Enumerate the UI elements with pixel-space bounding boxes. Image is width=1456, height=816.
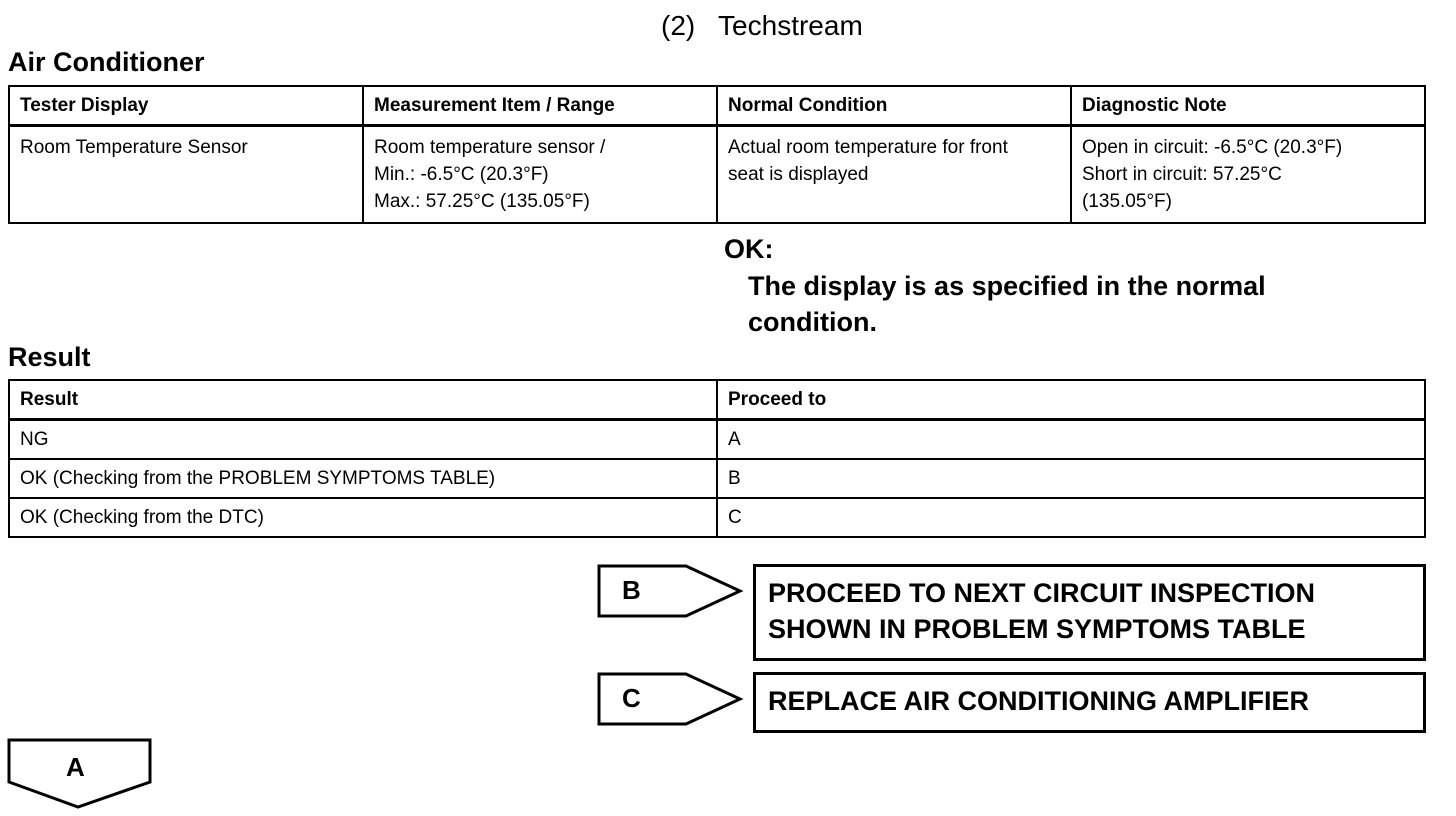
column-header: Diagnostic Note xyxy=(1071,86,1425,126)
column-header: Proceed to xyxy=(717,380,1425,420)
column-header: Normal Condition xyxy=(717,86,1071,126)
normal-condition-cell: Actual room temperature for front seat is displayed xyxy=(717,126,1071,224)
table-header-row xyxy=(9,380,1425,420)
arrow-c-icon xyxy=(596,671,746,727)
measurement-cell: Room temperature sensor / Min.: -6.5°C (20.3°F) Max.: 57.25°C (135.05°F) xyxy=(363,126,717,224)
table-row xyxy=(9,126,1425,224)
proceed-cell: C xyxy=(717,498,1425,537)
result-cell: OK (Checking from the PROBLEM SYMPTOMS TABLE) xyxy=(9,459,717,498)
result-table xyxy=(8,379,1426,538)
air-conditioner-heading: Air Conditioner xyxy=(8,47,205,77)
ok-condition-text: The display is as specified in the normal condition. xyxy=(748,271,1266,337)
table-row xyxy=(9,420,1425,460)
arrow-c-label: C xyxy=(622,683,641,713)
next-step-a-label: A xyxy=(66,752,85,782)
table-row xyxy=(9,459,1425,498)
air-conditioner-table xyxy=(8,85,1426,224)
column-header: Measurement Item / Range xyxy=(363,86,717,126)
ok-label: OK: xyxy=(724,234,774,264)
column-header: Result xyxy=(9,380,717,420)
proceed-cell: B xyxy=(717,459,1425,498)
action-box-c: REPLACE AIR CONDITIONING AMPLIFIER xyxy=(753,672,1426,733)
step-title: (2) Techstream xyxy=(661,10,863,41)
result-heading: Result xyxy=(8,342,91,372)
table-row xyxy=(9,498,1425,537)
arrow-b-label: B xyxy=(622,575,641,605)
action-box-b: PROCEED TO NEXT CIRCUIT INSPECTION SHOWN IN PROBLEM SYMPTOMS TABLE xyxy=(753,564,1426,661)
column-header: Tester Display xyxy=(9,86,363,126)
proceed-cell: A xyxy=(717,420,1425,460)
diagnostic-note-cell: Open in circuit: -6.5°C (20.3°F) Short in circuit: 57.25°C (135.05°F) xyxy=(1071,126,1425,224)
result-cell: NG xyxy=(9,420,717,460)
arrow-b-icon xyxy=(596,563,746,619)
tester-display-cell: Room Temperature Sensor xyxy=(9,126,363,224)
table-header-row xyxy=(9,86,1425,126)
result-cell: OK (Checking from the DTC) xyxy=(9,498,717,537)
